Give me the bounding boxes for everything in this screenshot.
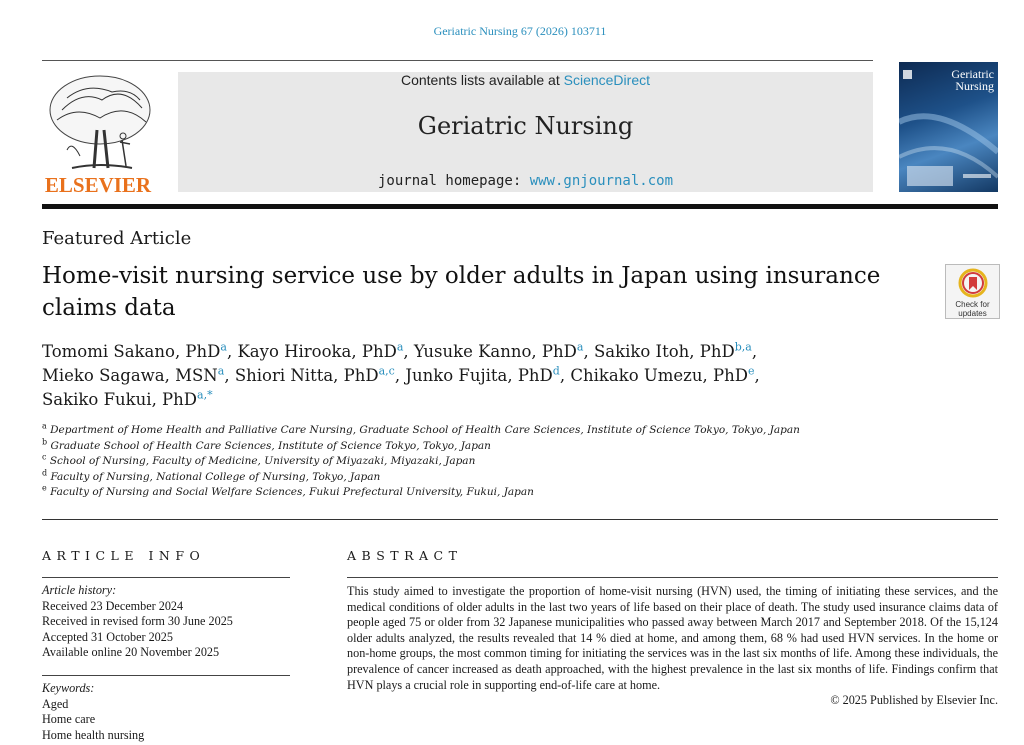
author-name[interactable]: Shiori Nitta, PhD xyxy=(234,366,379,385)
author[interactable] xyxy=(570,366,759,385)
history-label: Article history: xyxy=(42,583,117,597)
cover-artwork xyxy=(899,62,998,192)
author-affiliation-link[interactable]: b,a xyxy=(734,340,752,354)
check-for-updates-label: Check for updates xyxy=(955,300,990,318)
affiliation-item xyxy=(42,439,942,455)
keyword-item: Home care xyxy=(42,712,96,727)
affiliation-item xyxy=(42,470,942,486)
author[interactable] xyxy=(237,342,413,361)
keywords xyxy=(42,675,290,743)
keywords-label: Keywords: xyxy=(42,681,95,695)
affiliation-item xyxy=(42,485,942,501)
affiliation-text: School of Nursing, Faculty of Medicine, University of Miyazaki, Miyazaki, Japan xyxy=(49,455,476,468)
homepage-label: journal homepage: xyxy=(377,173,530,189)
sciencedirect-link[interactable]: ScienceDirect xyxy=(563,72,650,88)
author[interactable] xyxy=(42,342,237,361)
author-name[interactable]: Yusuke Kanno, PhD xyxy=(413,342,577,361)
author[interactable] xyxy=(42,390,213,409)
check-for-updates-icon xyxy=(958,268,988,298)
affiliation-item xyxy=(42,423,942,439)
article-history xyxy=(42,577,290,661)
author-separator: , xyxy=(754,366,760,385)
abstract-text: This study aimed to investigate the proportion of home-visit nursing (HVN) used, the timing of initiating these services, and the medical conditions of older adults in the last two years of life based on their place of death. The study used insurance claims data of people aged 75 or older from 32 Japanese municipalities who passed away between March 2017 and September 2018. Of the 15,124 older adults analyzed, the results revealed that 14 % died at home, and among them, 68 % had used HVN services. In the home or non-home groups, the most common timing for initiating the services was in the last six months of life. Among these individuals, the prevalence of cancer increased as death approached, with the highest prevalence in the last six months of life. Findings confirm that HVN plays a crucial role in supporting end-of-life care at home. xyxy=(347,584,998,692)
contents-label: Contents lists available at xyxy=(400,72,564,88)
journal-cover-thumbnail[interactable] xyxy=(899,62,998,192)
author-name[interactable]: Mieko Sagawa, MSN xyxy=(42,366,218,385)
author-name[interactable]: Junko Fujita, PhD xyxy=(405,366,553,385)
author-affiliation-link[interactable]: a xyxy=(396,340,404,354)
author-separator: , xyxy=(394,366,406,385)
tree-illustration xyxy=(50,76,150,168)
affiliation-key: c xyxy=(42,452,47,462)
cover-title: Geriatric Nursing xyxy=(951,67,994,93)
author-separator: , xyxy=(559,366,571,385)
affiliation-key: d xyxy=(42,468,48,478)
author-affiliation-link[interactable]: a,c xyxy=(378,364,395,378)
affiliation-text: Department of Home Health and Palliative Care Nursing, Graduate School of Health Care Sciences, Institute of Science Tokyo, Tokyo, Japan xyxy=(50,424,800,436)
author-separator: , xyxy=(751,342,758,361)
author[interactable] xyxy=(42,366,235,385)
author-name[interactable]: Tomomi Sakano, PhD xyxy=(42,342,221,361)
author-name[interactable]: Kayo Hirooka, PhD xyxy=(237,342,397,361)
history-item: Accepted 31 October 2025 xyxy=(42,629,173,644)
check-for-updates-button[interactable] xyxy=(945,264,1000,319)
author-affiliation-link[interactable]: d xyxy=(552,364,560,378)
affiliation-text: Graduate School of Health Care Sciences, Institute of Science Tokyo, Tokyo, Japan xyxy=(50,439,491,452)
abstract-body xyxy=(347,577,998,709)
article-type: Featured Article xyxy=(42,228,192,249)
history-item: Received in revised form 30 June 2025 xyxy=(42,614,233,629)
author[interactable] xyxy=(235,366,406,385)
article-info-heading: ARTICLE INFO xyxy=(42,548,206,563)
affiliations xyxy=(42,423,942,501)
article-title: Home-visit nursing service use by older adults in Japan using insurance claims data xyxy=(42,263,881,321)
abstract-heading: ABSTRACT xyxy=(347,548,463,563)
header-divider xyxy=(42,60,873,61)
journal-citation[interactable]: Geriatric Nursing 67 (2026) 103711 xyxy=(433,24,607,38)
author-separator: , xyxy=(583,342,594,361)
elsevier-wordmark[interactable]: ELSEVIER xyxy=(44,173,152,197)
history-item: Available online 20 November 2025 xyxy=(42,645,220,660)
journal-title[interactable]: Geriatric Nursing xyxy=(417,112,634,140)
affiliation-key: e xyxy=(42,483,47,493)
header-thick-rule xyxy=(42,204,998,209)
affiliation-text: Faculty of Nursing and Social Welfare Sciences, Fukui Prefectural University, Fukui, Japan xyxy=(50,486,534,499)
affiliation-item xyxy=(42,454,942,470)
contents-line xyxy=(178,72,873,88)
author[interactable] xyxy=(594,342,757,361)
author-separator: , xyxy=(226,342,238,361)
section-divider xyxy=(42,519,998,520)
author-name[interactable]: Sakiko Itoh, PhD xyxy=(593,342,735,361)
author-affiliation-link[interactable]: a xyxy=(220,340,227,354)
author-separator: , xyxy=(403,342,414,361)
author-affiliation-link[interactable]: a xyxy=(217,364,225,378)
affiliation-text: Faculty of Nursing, National College of Nursing, Tokyo, Japan xyxy=(50,470,381,483)
author-affiliation-link[interactable]: a,* xyxy=(197,388,213,402)
keyword-item: Home health nursing xyxy=(42,727,145,742)
homepage-link[interactable]: www.gnjournal.com xyxy=(529,173,673,189)
author-name[interactable]: Chikako Umezu, PhD xyxy=(570,366,748,385)
affiliation-key: b xyxy=(42,437,48,447)
author-name[interactable]: Sakiko Fukui, PhD xyxy=(42,390,198,409)
history-item: Received 23 December 2024 xyxy=(42,598,184,613)
journal-banner xyxy=(178,72,873,192)
affiliation-key: a xyxy=(42,421,47,431)
copyright-notice: © 2025 Published by Elsevier Inc. xyxy=(830,693,998,708)
homepage-line xyxy=(178,173,873,189)
keyword-item: Aged xyxy=(42,696,69,711)
author-separator: , xyxy=(224,366,235,385)
author-affiliation-link[interactable]: a xyxy=(576,340,584,354)
author[interactable] xyxy=(414,342,594,361)
author[interactable] xyxy=(405,366,570,385)
author-list xyxy=(42,340,802,412)
author-affiliation-link[interactable]: e xyxy=(747,364,755,378)
